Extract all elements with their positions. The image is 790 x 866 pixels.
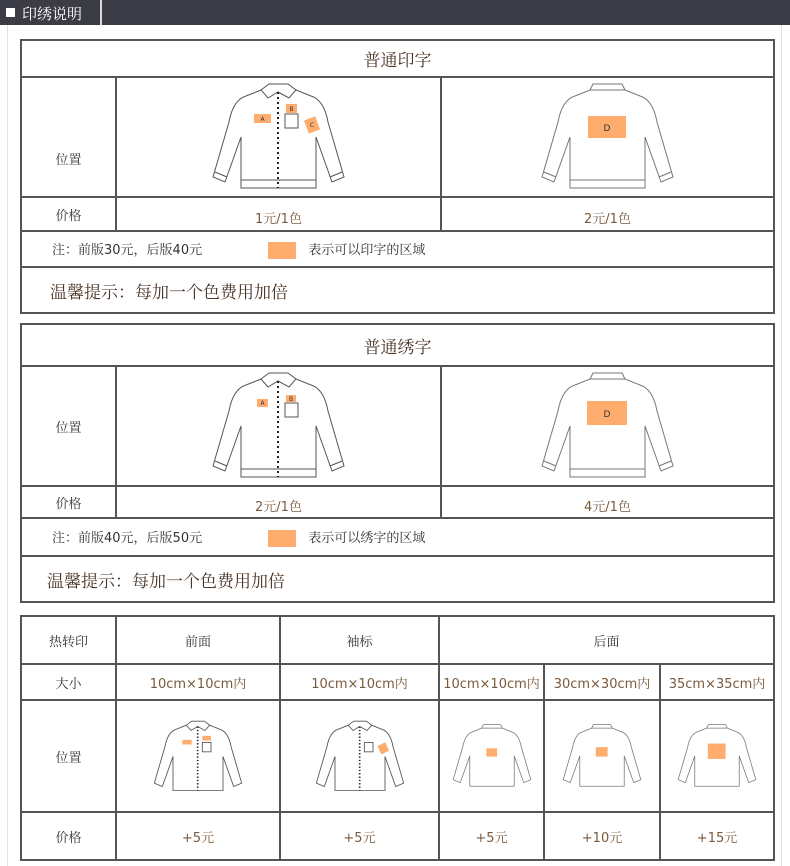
size-front: 10cm×10cm内 <box>116 664 280 700</box>
print-table <box>20 39 775 314</box>
heat-area-sleeve <box>377 742 389 754</box>
heat-sleeve-cell <box>280 700 439 812</box>
marker-a: A <box>260 400 265 407</box>
print-title: 普通印字 <box>21 40 774 77</box>
shirt-back-diagram <box>540 82 675 192</box>
heat-transfer-table <box>20 615 775 861</box>
col-back: 后面 <box>439 616 774 664</box>
price-back-small: +5元 <box>439 812 544 860</box>
square-icon <box>6 8 15 17</box>
shirt-back-diagram <box>452 722 532 790</box>
print-legend-text: 表示可以印字的区域 <box>308 243 426 258</box>
print-note-row <box>21 231 774 267</box>
shirt-back-diagram <box>677 722 757 790</box>
embroidery-tip: 温馨提示：每加一个色费用加倍 <box>21 556 774 602</box>
embroidery-position-label: 位置 <box>21 366 116 486</box>
marker-c: C <box>309 122 315 129</box>
heat-back-large-cell <box>660 700 774 812</box>
shirt-front-diagram <box>211 82 346 192</box>
print-front-cell <box>116 77 441 197</box>
marker-b: B <box>288 396 294 403</box>
marker-b: B <box>289 106 294 113</box>
marker-d: D <box>603 410 611 420</box>
embroidery-back-cell <box>441 366 774 486</box>
heat-area-back-10 <box>486 748 497 756</box>
print-price-back: 2元/1色 <box>441 197 774 231</box>
embroidery-price-label: 价格 <box>21 486 116 518</box>
heat-area-back-30 <box>596 747 608 756</box>
size-back-large: 35cm×35cm内 <box>660 664 774 700</box>
price-back-large: +15元 <box>660 812 774 860</box>
embroidery-front-cell <box>116 366 441 486</box>
heat-back-medium-cell <box>544 700 660 812</box>
price-back-medium: +10元 <box>544 812 660 860</box>
embroidery-title: 普通绣字 <box>21 324 774 366</box>
col-front: 前面 <box>116 616 280 664</box>
heat-front-cell <box>116 700 280 812</box>
embroidery-price-back: 4元/1色 <box>441 486 774 518</box>
heat-price-label: 价格 <box>21 812 116 860</box>
print-back-cell <box>441 77 774 197</box>
heat-area-back-35 <box>708 744 726 759</box>
header-divider <box>100 0 102 25</box>
print-note: 注：前版30元，后版40元 <box>52 243 203 258</box>
print-tip: 温馨提示：每加一个色费用加倍 <box>21 267 774 313</box>
embroidery-note-row <box>21 518 774 556</box>
size-label: 大小 <box>21 664 116 700</box>
print-price-front: 1元/1色 <box>116 197 441 231</box>
shirt-front-diagram <box>153 719 243 794</box>
heat-position-label: 位置 <box>21 700 116 812</box>
heat-area-front-left <box>182 739 191 744</box>
shirt-front-diagram <box>315 719 405 794</box>
heat-area-front-pocket <box>202 735 211 740</box>
print-position-label: 位置 <box>21 77 116 197</box>
heat-back-small-cell <box>439 700 544 812</box>
embroidery-note: 注：前版40元，后版50元 <box>52 531 203 546</box>
heat-transfer-title: 热转印 <box>21 616 116 664</box>
section-header <box>0 0 790 25</box>
price-front: +5元 <box>116 812 280 860</box>
shirt-back-diagram <box>540 371 675 481</box>
embroidery-legend-text: 表示可以绣字的区域 <box>308 531 426 546</box>
marker-a: A <box>260 116 265 123</box>
shirt-front-diagram <box>211 371 346 481</box>
marker-d: D <box>603 124 611 134</box>
embroidery-table <box>20 323 775 603</box>
print-legend-swatch <box>268 242 296 259</box>
col-sleeve: 袖标 <box>280 616 439 664</box>
embroidery-price-front: 2元/1色 <box>116 486 441 518</box>
print-price-label: 价格 <box>21 197 116 231</box>
size-back-small: 10cm×10cm内 <box>439 664 544 700</box>
section-header-title: 印绣说明 <box>22 5 83 23</box>
shirt-back-diagram <box>562 722 642 790</box>
embroidery-legend-swatch <box>268 530 296 547</box>
price-sleeve: +5元 <box>280 812 439 860</box>
size-back-medium: 30cm×30cm内 <box>544 664 660 700</box>
size-sleeve: 10cm×10cm内 <box>280 664 439 700</box>
